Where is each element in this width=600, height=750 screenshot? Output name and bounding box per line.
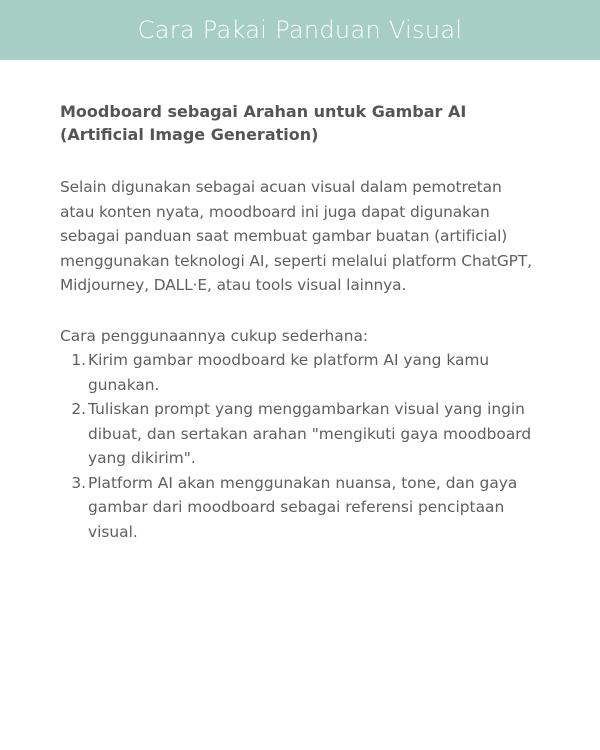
description-paragraph: Selain digunakan sebagai acuan visual dalam pemotretan atau konten nyata, moodboard ini juga dapat digunakan sebagai panduan saat membuat gambar buatan (artificial) menggunakan teknologi AI, seperti melalui platform ChatGPT, Midjourney, DALL·E, atau tools visual lainnya. — [60, 178, 532, 294]
steps-list — [60, 348, 540, 544]
section-heading-line-2: (Artificial Image Generation) — [60, 125, 319, 144]
section-heading — [60, 100, 540, 146]
header-bar — [0, 0, 600, 60]
step-text: Platform AI akan menggunakan nuansa, tone, dan gaya gambar dari moodboard sebagai referensi penciptaan visual. — [88, 473, 518, 541]
page-title: Cara Pakai Panduan Visual — [137, 15, 463, 44]
main-content — [0, 60, 600, 544]
step-item — [60, 471, 540, 545]
step-text: Kirim gambar moodboard ke platform AI yang kamu gunakan. — [88, 351, 490, 394]
step-number: 1. — [71, 351, 86, 369]
section-heading-line-1: Moodboard sebagai Arahan untuk Gambar AI — [60, 102, 467, 121]
step-item — [60, 397, 540, 471]
steps-intro: Cara penggunaannya cukup sederhana: — [60, 326, 369, 345]
step-number: 3. — [71, 473, 86, 492]
step-item — [60, 348, 540, 397]
step-text: Tuliskan prompt yang menggambarkan visual yang ingin dibuat, dan sertakan arahan "mengikuti gaya moodboard yang dikirim". — [88, 400, 532, 467]
step-number: 2. — [71, 400, 86, 418]
